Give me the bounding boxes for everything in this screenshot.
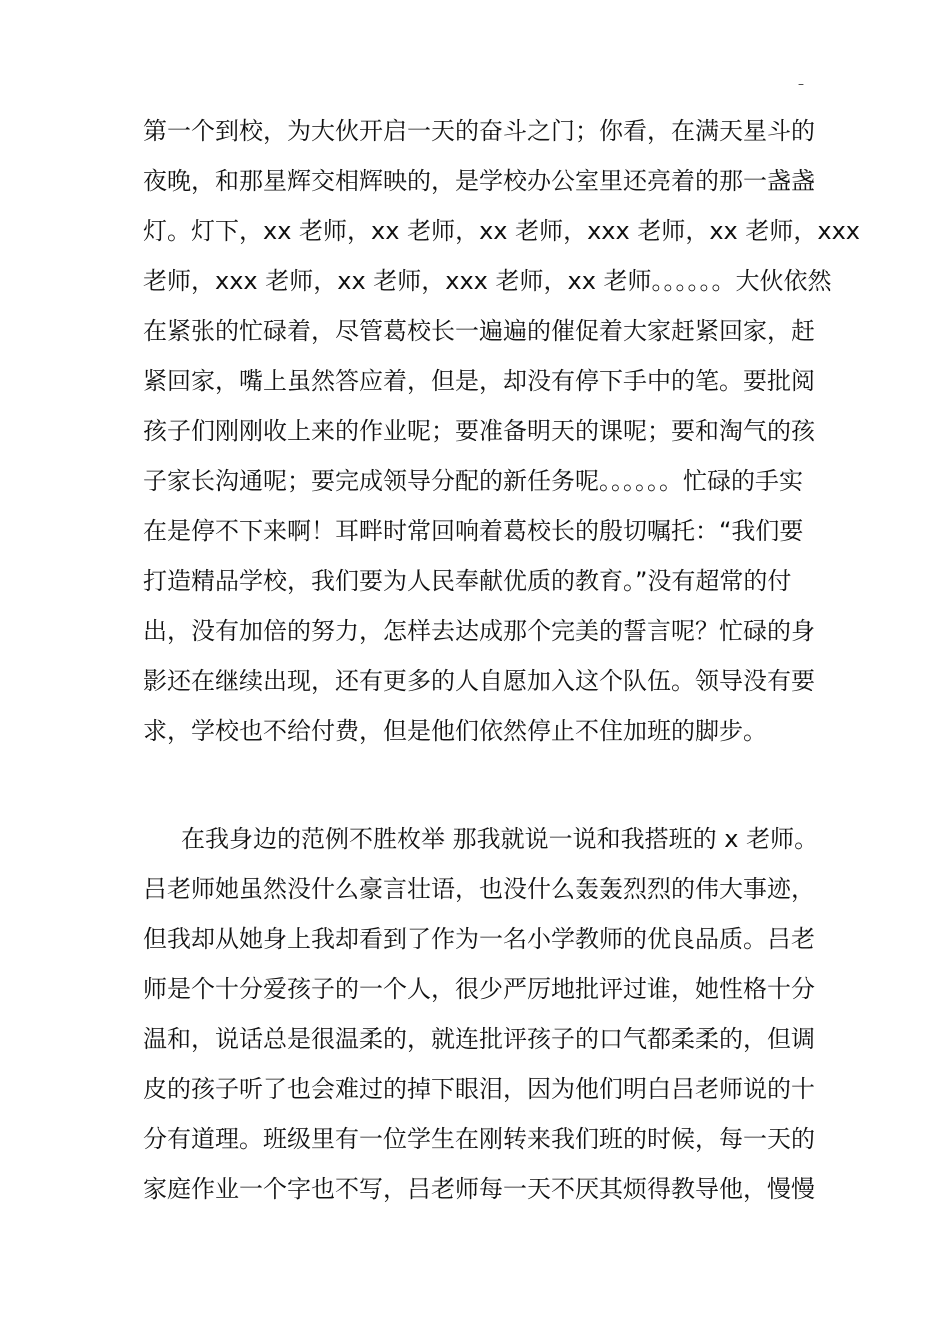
text-line: 但我却从她身上我却看到了作为一名小学教师的优良品质。吕老 <box>143 925 815 953</box>
text-line-first: 在我身边的范例不胜枚举 那我就说一说和我搭班的 x 老师。 <box>181 825 819 853</box>
text-line: 影还在继续出现，还有更多的人自愿加入这个队伍。领导没有要 <box>143 667 815 695</box>
text-line: 出，没有加倍的努力，怎样去达成那个完美的誓言呢？忙碌的身 <box>143 617 815 645</box>
text-line: 第一个到校，为大伙开启一天的奋斗之门；你看，在满天星斗的 <box>143 117 815 145</box>
text-line: 打造精品学校，我们要为人民奉献优质的教育。”没有超常的付 <box>143 567 792 595</box>
text-line: 紧回家，嘴上虽然答应着，但是，却没有停下手中的笔。要批阅 <box>143 367 815 395</box>
text-line: 皮的孩子听了也会难过的掉下眼泪，因为他们明白吕老师说的十 <box>143 1075 815 1103</box>
page-marker: – <box>798 77 804 91</box>
text-line: 在紧张的忙碌着，尽管葛校长一遍遍的催促着大家赶紧回家，赶 <box>143 317 815 345</box>
paragraph-spacer <box>143 756 813 814</box>
text-line: 子家长沟通呢；要完成领导分配的新任务呢。。。。。。忙碌的手实 <box>143 467 803 495</box>
paragraph-1 <box>143 106 860 756</box>
text-line: 家庭作业一个字也不写，吕老师每一天不厌其烦得教导他，慢慢 <box>143 1175 815 1203</box>
text-line: 师是个十分爱孩子的一个人，很少严厉地批评过谁，她性格十分 <box>143 975 815 1003</box>
text-line: 吕老师她虽然没什么豪言壮语，也没什么轰轰烈烈的伟大事迹， <box>143 875 815 903</box>
text-line: 分有道理。班级里有一位学生在刚转来我们班的时候，每一天的 <box>143 1125 815 1153</box>
document-body <box>143 106 860 1214</box>
text-line: 求，学校也不给付费，但是他们依然停止不住加班的脚步。 <box>143 717 767 745</box>
text-line: 在是停不下来啊！耳畔时常回响着葛校长的殷切嘱托：“我们要 <box>143 517 804 545</box>
text-line: 温和，说话总是很温柔的，就连批评孩子的口气都柔柔的，但调 <box>143 1025 815 1053</box>
text-line: 灯。灯下，xx 老师，xx 老师，xx 老师，xxx 老师，xx 老师，xxx <box>143 217 860 245</box>
text-line: 老师，xxx 老师，xx 老师，xxx 老师，xx 老师。。。。。。大伙依然 <box>143 267 832 295</box>
text-line: 孩子们刚刚收上来的作业呢；要准备明天的课呢；要和淘气的孩 <box>143 417 815 445</box>
paragraph-2 <box>143 814 819 1214</box>
text-line: 夜晚，和那星辉交相辉映的，是学校办公室里还亮着的那一盏盏 <box>143 167 815 195</box>
